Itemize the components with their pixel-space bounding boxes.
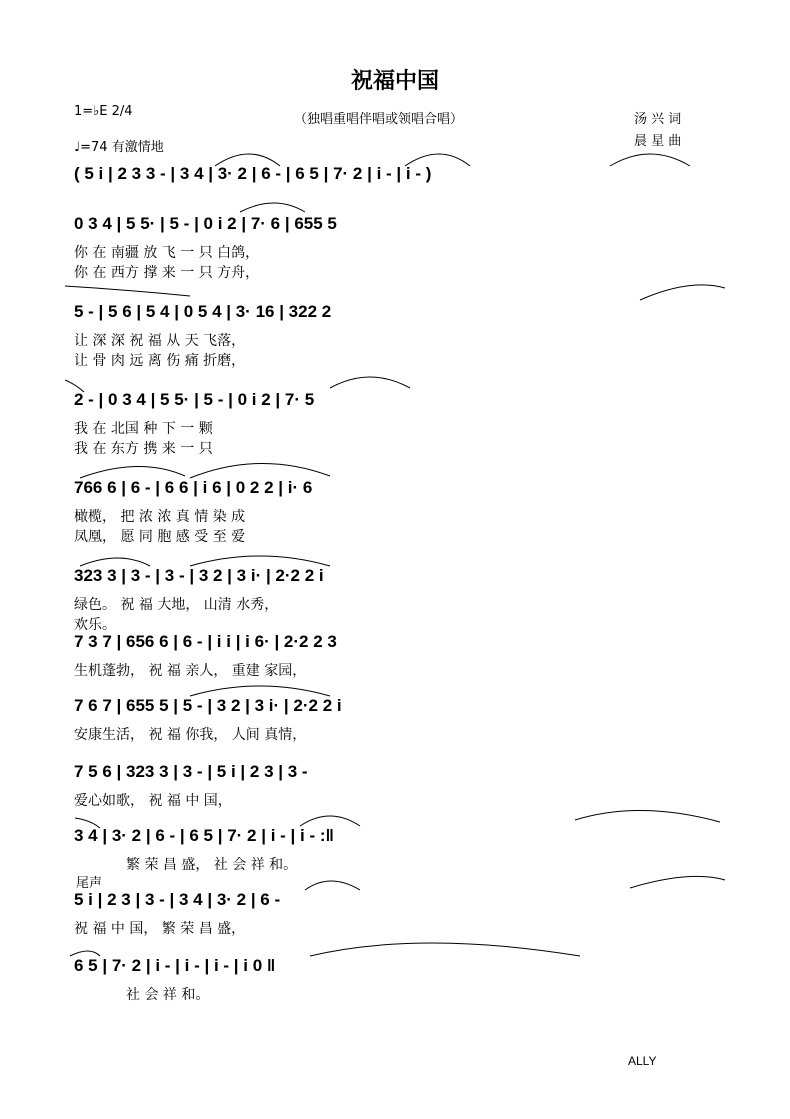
key-signature: 1=♭E 2/4 [74,104,133,119]
composer-credit: 晨 星 曲 [634,134,682,149]
lyric-line-1: 你 在 南疆 放 飞 一 只 白鸽， [74,245,260,261]
notation-line: 5 i | 2 3 | 3 - | 3 4 | 3· 2 | 6 - [74,890,281,909]
lyric-line-1: 爱心如歌， 祝 福 中 国， [74,793,232,809]
lyric-line-2: 我 在 东方 携 来 一 只 [74,441,213,457]
notation-line: 7 3 7 | 656 6 | 6 - | i i | i 6· | 2·2 2 3 [74,632,337,651]
coda-label: 尾声 [76,876,103,891]
lyric-line-1: 橄榄， 把 浓 浓 真 情 染 成 [74,509,246,525]
lyric-line-2: 你 在 西方 撑 来 一 只 方舟， [74,265,260,281]
notation-line: 323 3 | 3 - | 3 - | 3 2 | 3 i· | 2·2 2 i [74,566,324,585]
lyric-line-1: 我 在 北国 种 下 一 颗 [74,421,213,437]
lyric-line-2: 凤凰， 愿 同 胞 感 受 至 爱 [74,529,246,545]
notation-line: 5 - | 5 6 | 5 4 | 0 5 4 | 3· 16 | 322 2 [74,302,332,321]
signature-mark: ALLY [628,1054,657,1068]
lyricist-credit: 汤 兴 词 [634,112,682,127]
notation-line: ( 5 i | 2 3 3 - | 3 4 | 3· 2 | 6 - | 6 5 | 7· 2 | i - | i - ) [74,164,432,183]
notation-line: 7 5 6 | 323 3 | 3 - | 5 i | 2 3 | 3 - [74,762,308,781]
lyric-line-2: 让 骨 肉 远 离 伤 痛 折磨， [74,353,246,369]
lyric-line-1: 绿色。 祝 福 大地， 山清 水秀， [74,597,279,613]
notation-line: 3 4 | 3· 2 | 6 - | 6 5 | 7· 2 | i - | i - :‖ [74,826,334,845]
notation-line: 7 6 7 | 655 5 | 5 - | 3 2 | 3 i· | 2·2 2 i [74,696,342,715]
lyric-line-1: 祝 福 中 国， 繁 荣 昌 盛， [74,921,246,937]
lyric-line-1: 让 深 深 祝 福 从 天 飞落， [74,333,246,349]
lyric-line-1: 繁 荣 昌 盛， 社 会 祥 和。 [126,857,298,873]
song-title: 祝福中国 [350,69,439,94]
notation-line: 766 6 | 6 - | 6 6 | i 6 | 0 2 2 | i· 6 [74,478,313,497]
lyric-line-1: 社 会 祥 和。 [126,987,210,1003]
notation-line: 0 3 4 | 5 5· | 5 - | 0 i 2 | 7· 6 | 655 5 [74,214,337,233]
notation-line: 6 5 | 7· 2 | i - | i - | i - | i 0 ‖ [74,956,276,975]
performance-note: （独唱重唱伴唱或领唱合唱） [294,112,464,127]
lyric-line-2: 欢乐。 [74,617,116,633]
notation-line: 2 - | 0 3 4 | 5 5· | 5 - | 0 i 2 | 7· 5 [74,390,315,409]
tempo-marking: ♩=74 有激情地 [74,140,164,155]
lyric-line-1: 生机蓬勃， 祝 福 亲人， 重建 家园， [74,663,307,679]
lyric-line-1: 安康生活， 祝 福 你我， 人间 真情， [74,727,307,743]
